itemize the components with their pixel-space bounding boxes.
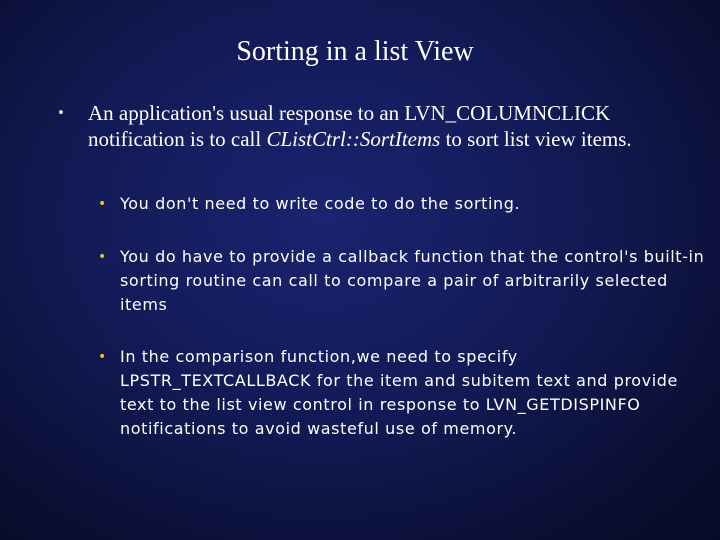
sub-bullet-2: [98, 245, 708, 317]
sub-bullet-text: In the comparison function,we need to specify LPSTR_TEXTCALLBACK for the item and subitem text and provide text to the list view control in response to LVN_GETDISPINFO notifications to avoid wasteful use of memory.: [120, 347, 678, 438]
main-bullet-text-italic: CListCtrl::SortItems: [266, 127, 441, 151]
main-bullet-text: [88, 100, 708, 152]
bullet-dot-icon: •: [98, 349, 107, 365]
main-bullet: [58, 100, 708, 152]
slide-title: Sorting in a list View: [236, 36, 474, 67]
sub-bullet-text: You don't need to write code to do the sorting.: [120, 194, 521, 213]
sub-bullet-text: You do have to provide a callback function that the control's built-in sorting routine can call to compare a pair of arbitrarily selected items: [120, 247, 705, 314]
main-bullet-text-after: to sort list view items.: [440, 127, 632, 151]
main-bullet-text-before: An application's usual response to an LVN_COLUMNCLICK notification is to call: [88, 101, 611, 151]
sub-bullet-1: [98, 192, 708, 216]
sub-bullet-3: [98, 345, 708, 441]
bullet-dot-icon: •: [98, 196, 107, 212]
bullet-dot-icon: •: [58, 103, 64, 122]
bullet-dot-icon: •: [98, 249, 107, 265]
